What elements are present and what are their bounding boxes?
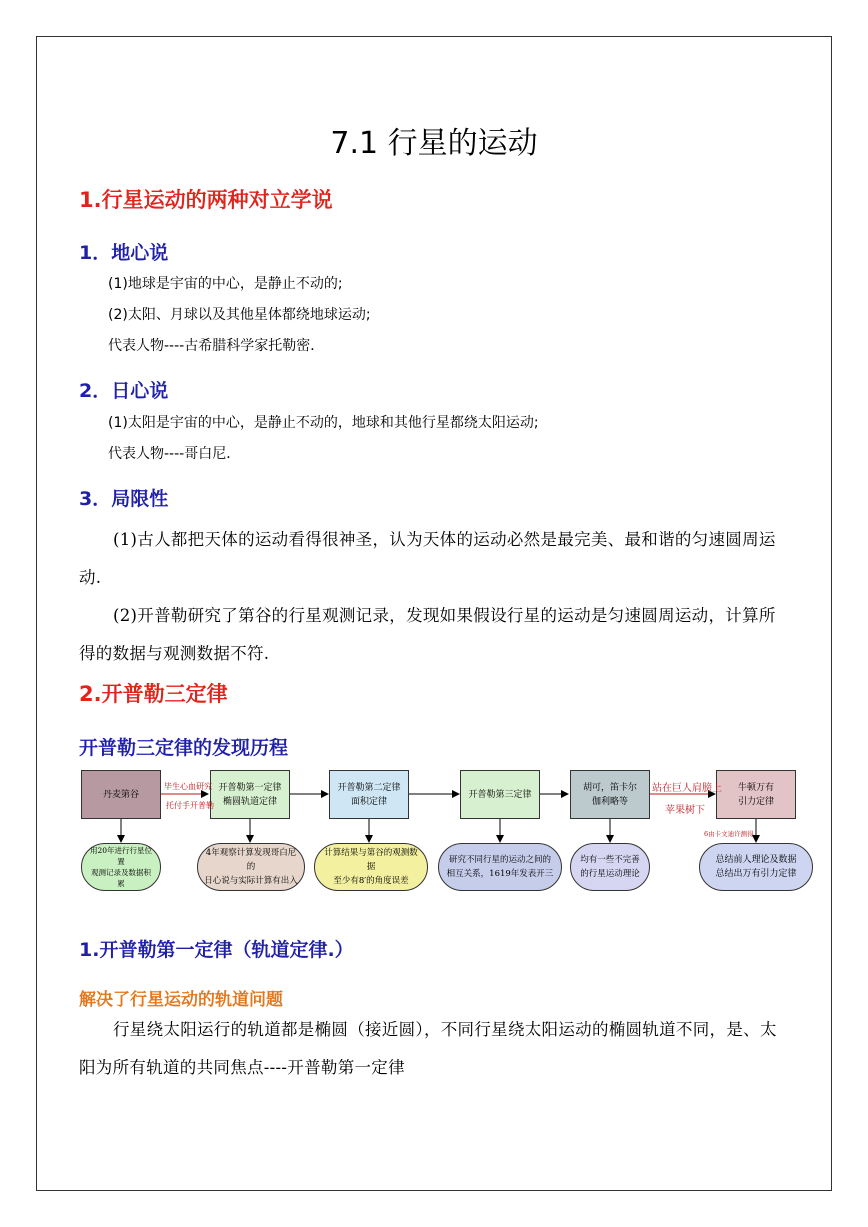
heading-discovery-history: 开普勒三定律的发现历程 xyxy=(79,737,289,759)
arrow-label-bottom: 托付手开普勒 xyxy=(166,801,214,810)
flow-box-second-law: 开普勒第二定律 面积定律 xyxy=(329,770,409,819)
heading-geocentric: 1．地心说 xyxy=(79,242,169,264)
limitations-para-2: (2)开普勒研究了第谷的行星观测记录，发现如果假设行星的运动是匀速圆周运动，计算所得的数据与观测数据不符. xyxy=(79,606,776,663)
heliocentric-line-1: (1)太阳是宇宙的中心，是静止不动的，地球和其他行星都绕太阳运动; xyxy=(108,415,539,431)
first-law-para: 行星绕太阳运行的轨道都是椭圆（接近圆），不同行星绕太阳运动的椭圆轨道不同，是、太阳为所有轨道的共同焦点----开普勒第一定律 xyxy=(79,1020,777,1077)
tiny-label-cavendish: 6由卡文迪许测得 xyxy=(704,830,754,838)
geocentric-line-1: (1)地球是宇宙的中心，是静止不动的; xyxy=(108,276,343,292)
heading-heliocentric: 2．日心说 xyxy=(79,380,169,402)
flow-pill-hooke: 均有一些不完善 的行星运动理论 xyxy=(570,843,650,891)
arrow-label-top: 毕生心血研究 xyxy=(164,782,212,791)
subheading-orbit-problem: 解决了行星运动的轨道问题 xyxy=(79,990,283,1010)
flow-pill-newton: 总结前人理论及数据 总结出万有引力定律 xyxy=(699,843,813,891)
flow-box-newton: 牛顿万有 引力定律 xyxy=(716,770,796,819)
section-heading-kepler: 2.开普勒三定律 xyxy=(79,682,228,706)
flow-pill-first-law: 4年观察计算发现哥白尼的 日心说与实际计算有出入 xyxy=(197,843,305,891)
flow-box-tycho: 丹麦第谷 xyxy=(81,770,161,819)
geocentric-line-2: (2)太阳、月球以及其他星体都绕地球运动; xyxy=(108,307,371,323)
heading-limitations: 3．局限性 xyxy=(79,488,169,510)
heading-first-law: 1.开普勒第一定律（轨道定律.） xyxy=(79,939,354,961)
flow-box-third-law: 开普勒第三定律 xyxy=(460,770,540,819)
page-title: 7.1 行星的运动 xyxy=(330,126,538,161)
heliocentric-line-2: 代表人物----哥白尼． xyxy=(108,446,241,462)
arrow-label-top-2: 站在巨人肩膀上 xyxy=(652,783,722,794)
arrow-label-bottom-2: 苹果树下 xyxy=(665,805,705,816)
flow-box-first-law: 开普勒第一定律 椭圆轨道定律 xyxy=(210,770,290,819)
limitations-para-1: (1)古人都把天体的运动看得很神圣，认为天体的运动必然是最完美、最和谐的匀速圆周运动. xyxy=(79,530,776,587)
flow-pill-tycho: 用20年进行行星位置 观测记录及数据积累 xyxy=(81,843,161,891)
section-heading-theories: 1.行星运动的两种对立学说 xyxy=(79,188,333,212)
flow-pill-second-law: 计算结果与第谷的观测数据 至少有8′的角度误差 xyxy=(314,843,428,891)
flow-box-hooke-descartes: 胡可，笛卡尔 伽利略等 xyxy=(570,770,650,819)
flow-pill-third-law: 研究不同行星的运动之间的 相互关系，1619年发表开三 xyxy=(438,843,562,891)
geocentric-line-3: 代表人物----古希腊科学家托勒密． xyxy=(108,338,325,354)
